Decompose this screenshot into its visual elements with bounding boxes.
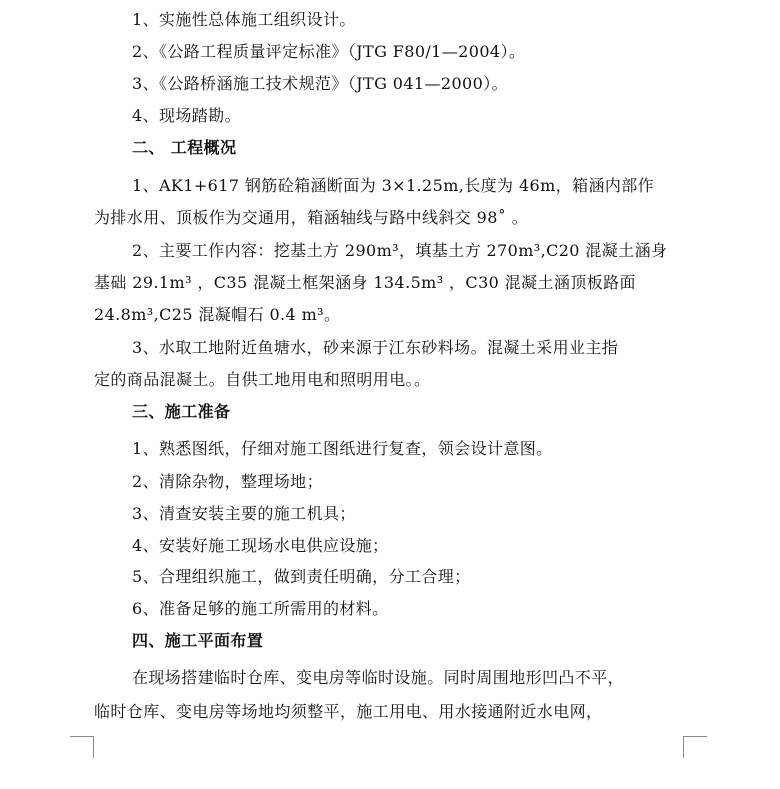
preparation-item-5: 5、合理组织施工，做到责任明确，分工合理； xyxy=(132,567,471,586)
layout-p1-line2: 临时仓库、变电房等场地均须整平，施工用电、用水接通附近水电网， xyxy=(94,702,603,721)
section-heading-layout: 四、施工平面布置 xyxy=(132,631,264,650)
overview-p3-line1: 3、水取工地附近鱼塘水，砂来源于江东砂料场。混凝土采用业主指 xyxy=(132,338,619,357)
reference-item-1: 1、实施性总体施工组织设计。 xyxy=(132,10,356,29)
overview-p2-line3: 24.8m³,C25 混凝帽石 0.4 m³。 xyxy=(94,305,341,324)
section-heading-preparation: 三、施工准备 xyxy=(132,402,231,421)
section-heading-overview: 二、 工程概况 xyxy=(132,138,237,157)
preparation-item-1: 1、熟悉图纸，仔细对施工图纸进行复查，领会设计意图。 xyxy=(132,439,553,458)
overview-p3-line2: 定的商品混凝土。自供工地用电和照明用电。。 xyxy=(94,370,431,389)
reference-item-4: 4、现场踏勘。 xyxy=(132,106,241,125)
overview-p2-line2: 基础 29.1m³ ，C35 混凝土框架涵身 134.5m³ ，C30 混凝土涵顶板路面 xyxy=(94,273,636,292)
layout-p1-line1: 在现场搭建临时仓库、变电房等临时设施。同时周围地形凹凸不平， xyxy=(132,668,625,687)
preparation-item-4: 4、安装好施工现场水电供应设施； xyxy=(132,536,389,555)
reference-item-3: 3、《公路桥涵施工技术规范》（JTG 041—2000）。 xyxy=(132,74,508,93)
preparation-item-3: 3、清查安装主要的施工机具； xyxy=(132,504,356,523)
overview-p2-line1: 2、主要工作内容：挖基土方 290m³，填基土方 270m³,C20 混凝土涵身 xyxy=(132,241,668,260)
reference-item-2: 2、《公路工程质量评定标准》（JTG F80/1—2004）。 xyxy=(132,42,526,61)
preparation-item-2: 2、清除杂物，整理场地； xyxy=(132,472,323,491)
overview-p1-line1: 1、AK1+617 钢筋砼箱涵断面为 3×1.25m,长度为 46m，箱涵内部作 xyxy=(132,176,655,195)
preparation-item-6: 6、准备足够的施工所需用的材料。 xyxy=(132,599,389,618)
overview-p1-line2: 为排水用、顶板作为交通用，箱涵轴线与路中线斜交 98˚ 。 xyxy=(94,208,529,227)
